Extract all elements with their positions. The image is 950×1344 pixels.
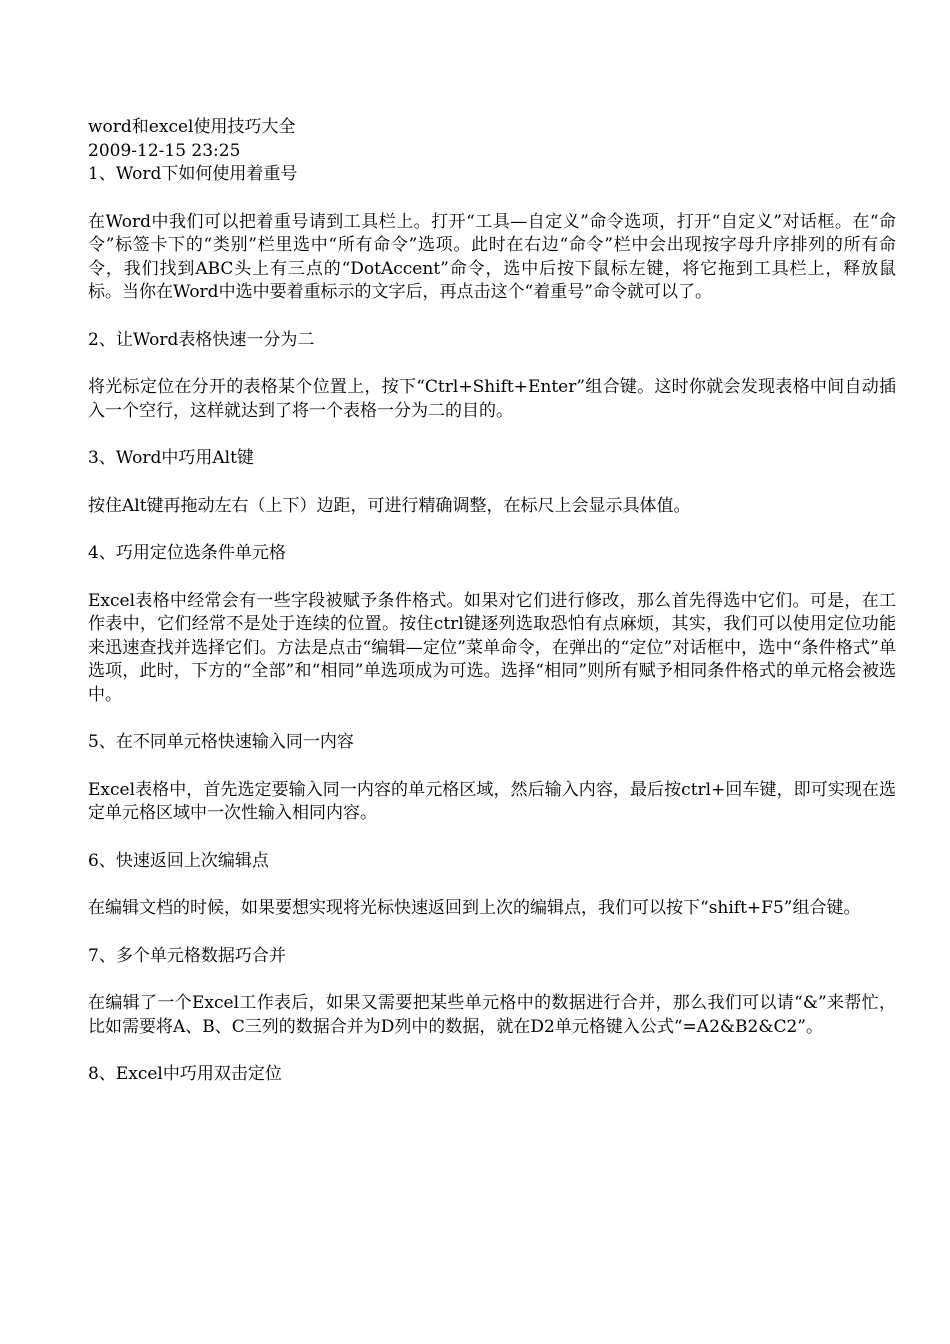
document-title: word和excel使用技巧大全 — [88, 117, 296, 137]
section-2-heading: 2、让Word表格快速一分为二 — [88, 329, 315, 350]
section-2-body: 将光标定位在分开的表格某个位置上，按下“Ctrl+Shift+Enter”组合键。这时你就会发现表格中间自动插入一个空行，这样就达到了将一个表格一分为二的目的。 — [88, 377, 896, 421]
section-4-body: Excel表格中经常会有一些字段被赋予条件格式。如果对它们进行修改，那么首先得选中它们。可是，在工作表中，它们经常不是处于连续的位置。按住ctrl键逐列选取恐怕有点麻烦，其实，我们可以使用定位功能来迅速查找并选择它们。方法是点击“编辑—定位”菜单命令，在弹出的“定位”对话框中，选中“条件格式”单选项，此时，下方的“全部”和“相同”单选项成为可选。选择“相同”则所有赋予相同条件格式的单元格会被选中。 — [88, 590, 896, 705]
section-1-heading: 1、Word下如何使用着重号 — [88, 164, 298, 184]
section-4-heading: 4、巧用定位选条件单元格 — [88, 543, 286, 563]
section-7-heading: 7、多个单元格数据巧合并 — [88, 945, 286, 966]
section-6-heading: 6、快速返回上次编辑点 — [88, 850, 269, 871]
section-6-body: 在编辑文档的时候，如果要想实现将光标快速返回到上次的编辑点，我们可以按下“shift+F5”组合键。 — [88, 898, 861, 918]
section-5-body: Excel表格中，首先选定要输入同一内容的单元格区域，然后输入内容，最后按ctrl+回车键，即可实现在选定单元格区域中一次性输入相同内容。 — [88, 779, 896, 823]
section-5-heading: 5、在不同单元格快速输入同一内容 — [88, 732, 354, 752]
document-header — [88, 116, 896, 163]
section-7-body: 在编辑了一个Excel工作表后，如果又需要把某些单元格中的数据进行合并，那么我们可以请“&”来帮忙，比如需要将A、B、C三列的数据合并为D列中的数据，就在D2单元格键入公式“=A2&B2&C2”。 — [88, 993, 896, 1037]
document-date: 2009-12-15 23:25 — [88, 140, 241, 161]
section-3-heading: 3、Word中巧用Alt键 — [88, 448, 254, 468]
section-1-body: 在Word中我们可以把着重号请到工具栏上。打开“工具—自定义”命令选项，打开“自定义”对话框。在“命令”标签卡下的“类别”栏里选中“所有命令”选项。此时在右边“命令”栏中会出现按字母升序排列的所有命令，我们找到ABC头上有三点的“DotAccent”命令，选中后按下鼠标左键，将它拖到工具栏上，释放鼠标。当你在Word中选中要着重标示的文字后，再点击这个“着重号”命令就可以了。 — [88, 211, 896, 302]
section-3-body: 按住Alt键再拖动左右（上下）边距，可进行精确调整，在标尺上会显示具体值。 — [88, 495, 691, 516]
document-content — [88, 116, 896, 1111]
section-8-heading: 8、Excel中巧用双击定位 — [88, 1064, 282, 1084]
